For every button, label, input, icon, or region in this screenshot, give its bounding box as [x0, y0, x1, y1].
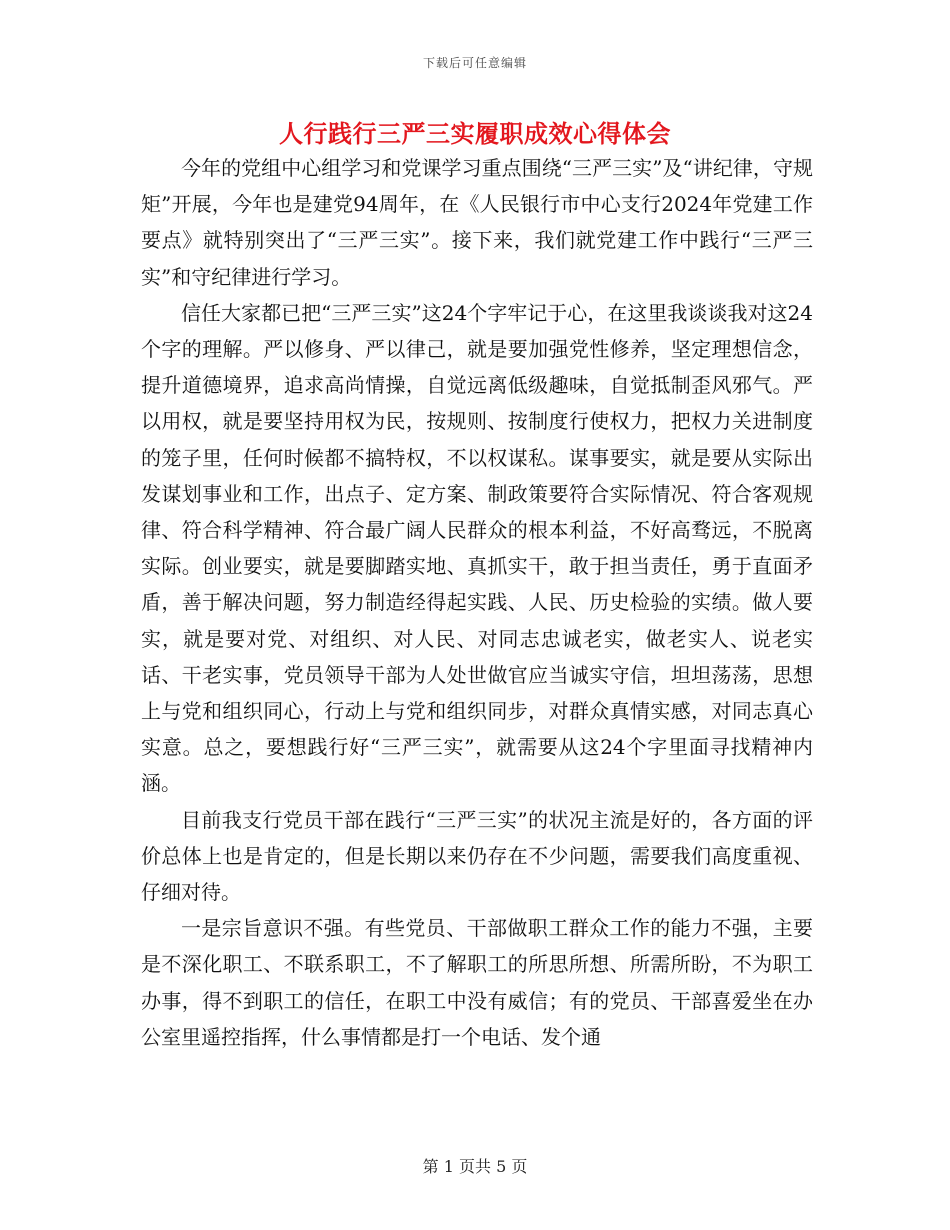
document-title: 人行践行三严三实履职成效心得体会 [279, 119, 671, 148]
page-footer: 第 1 页共 5 页 [422, 1157, 528, 1176]
paragraph-2: 信任大家都已把“三严三实”这24个字牢记于心，在这里我谈谈我对这24个字的理解。严以修身、严以律己，就是要加强党性修养，坚定理想信念，提升道德境界，追求高尚情操，自觉远离低级趣味，自觉抵制歪风邪气。严以用权，就是要坚持用权为民，按规则、按制度行使权力，把权力关进制度的笼子里，任何时候都不搞特权，不以权谋私。谋事要实，就是要从实际出发谋划事业和工作，出点子、定方案、制政策要符合实际情况、符合客观规律、符合科学精神、符合最广阔人民群众的根本利益，不好高骛远，不脱离实际。创业要实，就是要脚踏实地、真抓实干，敢于担当责任，勇于直面矛盾，善于解决问题，努力制造经得起实践、人民、历史检验的实绩。做人要实，就是要对党、对组织、对人民、对同志忠诚老实，做老实人、说老实话、干老实事，党员领导干部为人处世做官应当诚实守信，坦坦荡荡，思想上与党和组织同心，行动上与党和组织同步，对群众真情实感，对同志真心实意。总之，要想践行好“三严三实”，就需要从这24个字里面寻找精神内涵。 [141, 300, 813, 796]
paragraph-4: 一是宗旨意识不强。有些党员、干部做职工群众工作的能力不强，主要是不深化职工、不联系职工，不了解职工的所思所想、所需所盼，不为职工办事，得不到职工的信任，在职工中没有威信；有的党员、干部喜爱坐在办公室里遥控指挥，什么事情都是打一个电话、发个通 [141, 916, 813, 1049]
paragraph-3: 目前我支行党员干部在践行“三严三实”的状况主流是好的，各方面的评价总体上也是肯定的，但是长期以来仍存在不少问题，需要我们高度重视、仔细对待。 [141, 807, 813, 905]
header-note: 下载后可任意编辑 [422, 56, 527, 70]
paragraph-1: 今年的党组中心组学习和党课学习重点围绕“三严三实”及“讲纪律，守规矩”开展，今年也是建党94周年，在《人民银行市中心支行2024年党建工作要点》就特别突出了“三严三实”。接下来，我们就党建工作中践行“三严三实”和守纪律进行学习。 [141, 156, 813, 289]
document-body [141, 150, 813, 1055]
